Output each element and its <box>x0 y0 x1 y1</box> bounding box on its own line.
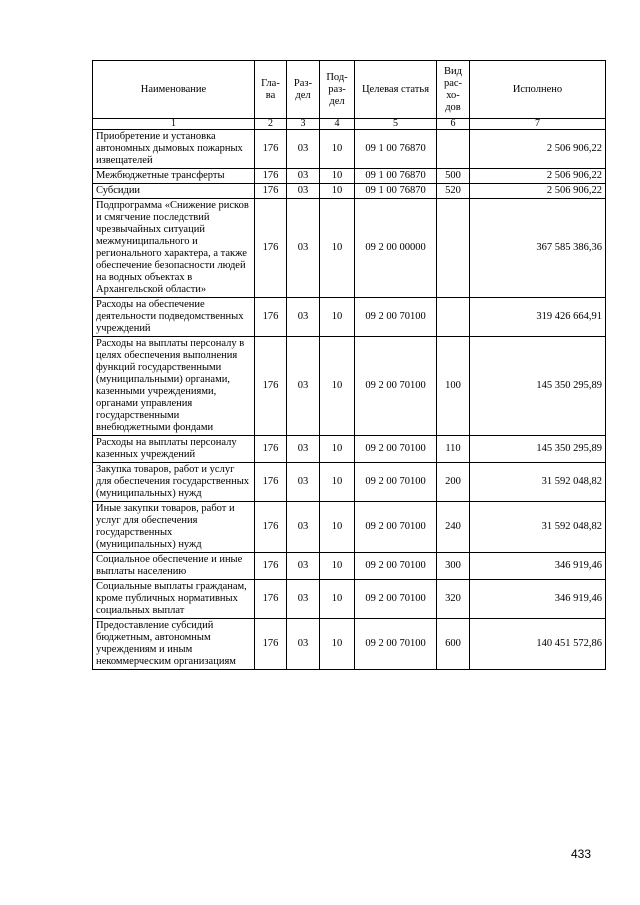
row-type <box>437 130 470 169</box>
row-section: 03 <box>287 169 320 184</box>
table-row <box>93 580 606 619</box>
row-type: 500 <box>437 169 470 184</box>
row-executed: 31 592 048,82 <box>470 502 606 553</box>
row-section: 03 <box>287 463 320 502</box>
row-section: 03 <box>287 199 320 298</box>
row-chapter: 176 <box>255 169 287 184</box>
row-chapter: 176 <box>255 199 287 298</box>
row-target: 09 1 00 76870 <box>355 169 437 184</box>
document-page <box>92 60 606 670</box>
header-type: Вид рас-хо-дов <box>437 61 470 119</box>
row-target: 09 2 00 00000 <box>355 199 437 298</box>
row-executed: 346 919,46 <box>470 553 606 580</box>
row-type: 600 <box>437 619 470 670</box>
table-row <box>93 502 606 553</box>
column-number: 3 <box>287 119 320 130</box>
row-section: 03 <box>287 436 320 463</box>
column-number: 6 <box>437 119 470 130</box>
row-subsection: 10 <box>320 199 355 298</box>
row-subsection: 10 <box>320 580 355 619</box>
row-name: Закупка товаров, работ и услуг для обеспечения государственных (муниципальных) нужд <box>93 463 255 502</box>
row-section: 03 <box>287 553 320 580</box>
row-subsection: 10 <box>320 619 355 670</box>
table-row <box>93 199 606 298</box>
row-type: 100 <box>437 337 470 436</box>
row-name: Расходы на выплаты персоналу казенных учреждений <box>93 436 255 463</box>
row-section: 03 <box>287 619 320 670</box>
row-type: 300 <box>437 553 470 580</box>
row-name: Расходы на обеспечение деятельности подведомственных учреждений <box>93 298 255 337</box>
page-number: 433 <box>571 847 592 861</box>
column-number: 2 <box>255 119 287 130</box>
row-chapter: 176 <box>255 619 287 670</box>
row-target: 09 2 00 70100 <box>355 298 437 337</box>
table-row <box>93 298 606 337</box>
table-row <box>93 184 606 199</box>
column-number: 4 <box>320 119 355 130</box>
row-type <box>437 298 470 337</box>
row-type: 110 <box>437 436 470 463</box>
row-name: Субсидии <box>93 184 255 199</box>
row-section: 03 <box>287 337 320 436</box>
row-executed: 31 592 048,82 <box>470 463 606 502</box>
budget-table <box>92 60 606 670</box>
row-executed: 2 506 906,22 <box>470 130 606 169</box>
header-subsection: Под-раз-дел <box>320 61 355 119</box>
row-chapter: 176 <box>255 184 287 199</box>
row-chapter: 176 <box>255 298 287 337</box>
row-chapter: 176 <box>255 436 287 463</box>
table-row <box>93 337 606 436</box>
row-subsection: 10 <box>320 130 355 169</box>
row-executed: 145 350 295,89 <box>470 436 606 463</box>
row-executed: 2 506 906,22 <box>470 169 606 184</box>
row-name: Расходы на выплаты персоналу в целях обеспечения выполнения функций государственными (муниципальными) органами, казенными учреждениями, органами управления государственными внебюджетными фондами <box>93 337 255 436</box>
row-name: Иные закупки товаров, работ и услуг для обеспечения государственных (муниципальных) нужд <box>93 502 255 553</box>
column-number: 7 <box>470 119 606 130</box>
header-executed: Исполнено <box>470 61 606 119</box>
row-section: 03 <box>287 502 320 553</box>
row-chapter: 176 <box>255 502 287 553</box>
table-row <box>93 169 606 184</box>
header-section: Раз-дел <box>287 61 320 119</box>
row-type <box>437 199 470 298</box>
row-subsection: 10 <box>320 337 355 436</box>
table-row <box>93 130 606 169</box>
row-chapter: 176 <box>255 463 287 502</box>
row-chapter: 176 <box>255 337 287 436</box>
table-row <box>93 436 606 463</box>
row-target: 09 2 00 70100 <box>355 436 437 463</box>
row-name: Социальные выплаты гражданам, кроме публичных нормативных социальных выплат <box>93 580 255 619</box>
row-chapter: 176 <box>255 580 287 619</box>
row-target: 09 2 00 70100 <box>355 502 437 553</box>
row-subsection: 10 <box>320 169 355 184</box>
row-section: 03 <box>287 298 320 337</box>
row-subsection: 10 <box>320 298 355 337</box>
row-executed: 367 585 386,36 <box>470 199 606 298</box>
row-target: 09 2 00 70100 <box>355 580 437 619</box>
row-subsection: 10 <box>320 184 355 199</box>
row-name: Приобретение и установка автономных дымовых пожарных извещателей <box>93 130 255 169</box>
row-target: 09 2 00 70100 <box>355 337 437 436</box>
row-subsection: 10 <box>320 553 355 580</box>
row-target: 09 2 00 70100 <box>355 553 437 580</box>
header-row <box>93 61 606 119</box>
row-name: Межбюджетные трансферты <box>93 169 255 184</box>
row-section: 03 <box>287 580 320 619</box>
row-type: 240 <box>437 502 470 553</box>
row-executed: 346 919,46 <box>470 580 606 619</box>
row-subsection: 10 <box>320 436 355 463</box>
row-name: Социальное обеспечение и иные выплаты населению <box>93 553 255 580</box>
header-chapter: Гла-ва <box>255 61 287 119</box>
row-subsection: 10 <box>320 463 355 502</box>
row-target: 09 1 00 76870 <box>355 184 437 199</box>
row-type: 200 <box>437 463 470 502</box>
row-executed: 319 426 664,91 <box>470 298 606 337</box>
row-section: 03 <box>287 184 320 199</box>
row-type: 320 <box>437 580 470 619</box>
table-row <box>93 553 606 580</box>
table-row <box>93 619 606 670</box>
row-executed: 2 506 906,22 <box>470 184 606 199</box>
column-number: 1 <box>93 119 255 130</box>
row-executed: 140 451 572,86 <box>470 619 606 670</box>
row-subsection: 10 <box>320 502 355 553</box>
row-target: 09 1 00 76870 <box>355 130 437 169</box>
table-row <box>93 463 606 502</box>
row-name: Предоставление субсидий бюджетным, автономным учреждениям и иным некоммерческим организациям <box>93 619 255 670</box>
row-target: 09 2 00 70100 <box>355 619 437 670</box>
header-target: Целевая статья <box>355 61 437 119</box>
column-number-row <box>93 119 606 130</box>
row-chapter: 176 <box>255 553 287 580</box>
header-name: Наименование <box>93 61 255 119</box>
row-target: 09 2 00 70100 <box>355 463 437 502</box>
row-type: 520 <box>437 184 470 199</box>
row-chapter: 176 <box>255 130 287 169</box>
row-executed: 145 350 295,89 <box>470 337 606 436</box>
row-name: Подпрограмма «Снижение рисков и смягчение последствий чрезвычайных ситуаций межмуниципального и регионального характера, а также обеспечение безопасности людей на водных объектах в Архангельской области» <box>93 199 255 298</box>
column-number: 5 <box>355 119 437 130</box>
row-section: 03 <box>287 130 320 169</box>
